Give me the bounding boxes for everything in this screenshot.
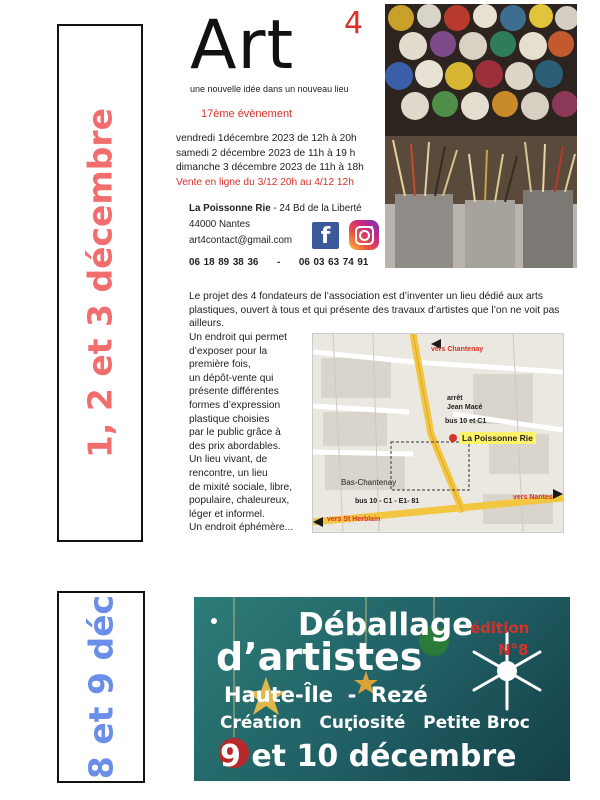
logo-number: 4 <box>344 6 364 41</box>
description-line: un dépôt-vente qui <box>189 372 274 384</box>
description-column <box>189 331 313 535</box>
description-line: Un lieu vivant, de <box>189 454 268 466</box>
date-line: vendredi 1décembre 2023 de 12h à 20h <box>176 133 357 144</box>
venue-city: 44000 Nantes <box>189 219 251 230</box>
date-box-top <box>57 24 143 542</box>
date-box-bottom <box>57 591 145 783</box>
banner-edition-number: N°8 <box>498 641 529 659</box>
phone-2[interactable]: 06 03 63 74 91 <box>298 257 369 268</box>
venue-address: - 24 Bd de la Liberté <box>270 203 362 214</box>
description-line: d’exposer pour la <box>189 345 268 357</box>
phone-separator: - <box>277 257 281 268</box>
description-line: plastique choisies <box>189 413 270 425</box>
map-label-bas-chantenay: Bas-Chantenay <box>341 478 397 487</box>
description-line: Un endroit éphémère... <box>189 522 294 534</box>
paint-jars-photo <box>385 4 577 268</box>
description-line: formes d’expression <box>189 399 281 411</box>
deballage-banner <box>194 597 570 781</box>
map-label-poissonnerie: La Poissonne Rie <box>459 432 536 444</box>
intro-paragraph: Le projet des 4 fondateurs de l’association est d’inventer un lieu dédié aux arts plastiques, ouvert à tous et qui présente des travaux d’artistes que l’on ne voit pas ailleurs. <box>189 291 560 330</box>
map-label-arret: arrêt <box>447 395 463 402</box>
description-line: Un endroit qui permet <box>189 332 287 343</box>
location-map <box>312 333 564 533</box>
banner-dates: 9 et 10 décembre <box>220 739 517 774</box>
banner-location: Haute-Île - Rezé <box>224 683 428 707</box>
online-sale-line: Vente en ligne du 3/12 20h au 4/12 12h <box>176 176 354 188</box>
contact-email[interactable]: art4contact@gmail.com <box>189 235 293 246</box>
description-line: rencontre, un lieu <box>189 467 268 479</box>
map-label-vers-st-herblain: vers St Herblain <box>327 516 381 523</box>
banner-title-line2: d’artistes <box>216 635 423 679</box>
date-line: dimanche 3 décembre 2023 de 11h à 18h <box>176 162 364 173</box>
map-label-chantenay: vers Chantenay <box>431 346 484 353</box>
event-dates <box>176 132 364 190</box>
map-label-jean-mace: Jean Macé <box>447 404 483 411</box>
banner-themes: Création Curiosité Petite Broc <box>220 713 530 733</box>
edition-label: 17ème évènement <box>201 108 293 120</box>
phone-numbers <box>189 257 368 268</box>
venue-name: La Poissonne Rie <box>189 203 271 214</box>
description-line: des prix abordables. <box>189 440 281 452</box>
instagram-icon[interactable] <box>349 220 379 250</box>
map-label-vers-nantes: vers Nantes <box>513 494 553 501</box>
banner-edition-label: édition <box>470 619 530 637</box>
phone-1[interactable]: 06 18 89 38 36 <box>189 257 259 268</box>
dates-vertical-label: 1, 2 et 3 décembre <box>80 107 120 459</box>
description-line: première fois, <box>189 359 251 371</box>
facebook-icon[interactable]: f <box>312 222 339 249</box>
map-label-bus-bottom: bus 10 - C1 - E1- 81 <box>355 498 420 505</box>
banner-title-line1: Déballage <box>298 607 474 643</box>
dates-vertical-label-second: 8 et 9 déc <box>81 594 121 780</box>
tagline: une nouvelle idée dans un nouveau lieu <box>190 84 349 94</box>
description-line: présente différentes <box>189 386 279 398</box>
logo-wordmark: Art <box>190 6 295 85</box>
date-line: samedi 2 décembre 2023 de 11h à 19 h <box>176 147 356 159</box>
description-line: de mixité sociale, libre, <box>189 481 293 493</box>
description-line: populaire, chaleureux, <box>189 495 290 507</box>
description-line: léger et informel. <box>189 508 265 520</box>
map-label-bus-top: bus 10 et C1 <box>445 418 487 425</box>
description-line: par le public grâce à <box>189 427 281 439</box>
